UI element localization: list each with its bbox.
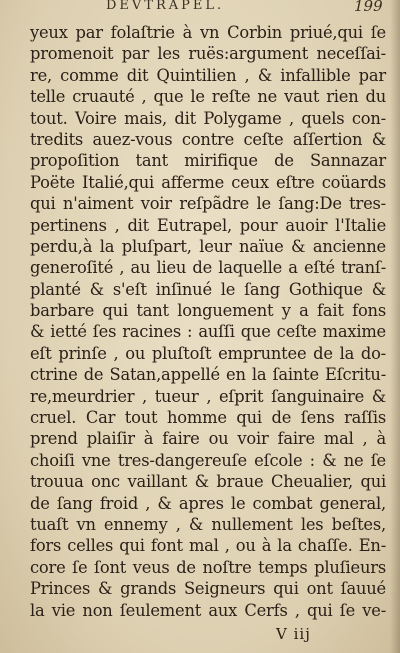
text-line: pertinens , dit Eutrapel, pour auoir l'Italie xyxy=(30,215,386,235)
text-line: & ietté ſes racines : auſſi que ceſte maxime xyxy=(30,322,386,342)
text-line: ctrine de Satan,appellé en la ſainte Eſcritu- xyxy=(30,365,386,385)
text-line: la vie non ſeulement aux Cerfs , qui ſe ve- xyxy=(30,600,386,620)
text-line: promenoit par les ruës:argument neceſſai- xyxy=(30,44,386,64)
text-line: re,meurdrier , tueur , eſprit ſanguinaire & xyxy=(30,386,386,406)
text-line: planté & s'eſt inſinué le ſang Gothique & xyxy=(30,279,386,299)
text-line: Poëte Italié,qui afferme ceux eſtre coüards xyxy=(30,172,386,192)
text-line: Princes & grands Seigneurs qui ont ſauué xyxy=(30,579,386,599)
text-line: yeux par folaſtrie à vn Corbin priué,qui ſe xyxy=(30,23,386,42)
text-line: tout. Voire mais, dit Polygame , quels con- xyxy=(30,108,386,128)
text-line: fors celles qui font mal , ou à la chaſſe. En- xyxy=(30,536,386,556)
signature-mark: V iij xyxy=(276,625,311,643)
body-text xyxy=(30,22,386,621)
page-number: 199 xyxy=(354,0,383,15)
text-line: eſt prinſe , ou pluſtoſt empruntee de la do- xyxy=(30,343,386,363)
running-title: DEVTRAPEL. xyxy=(106,0,225,13)
text-line: cruel. Car tout homme qui de ſens raſſis xyxy=(30,408,386,428)
text-line: telle cruauté , que le reſte ne vaut rien du xyxy=(30,87,386,107)
text-line: tredits auez-vous contre ceſte aſſertion & xyxy=(30,129,386,149)
page-edge-shadow xyxy=(390,0,400,653)
text-line: trouua onc vaillant & braue Cheualier, qui xyxy=(30,472,386,492)
page-header xyxy=(0,0,400,14)
text-line: re, comme dit Quintilien , & infallible par xyxy=(30,65,386,85)
text-line: de ſang froid , & apres le combat general, xyxy=(30,493,386,513)
text-line: tuaſt vn ennemy , & nullement les beſtes, xyxy=(30,514,386,534)
text-line: barbare qui tant longuement y a fait fons xyxy=(30,301,386,321)
text-line: core ſe ſont veus de noſtre temps pluſieurs xyxy=(30,557,386,577)
text-line: qui n'aiment voir reſpãdre le ſang:De tres- xyxy=(30,194,386,214)
text-line: choiſi vne tres-dangereuſe eſcole : & ne ſe xyxy=(30,450,386,470)
text-line: perdu,à la pluſpart, leur naïue & ancienne xyxy=(30,236,386,256)
text-line: generoſité , au lieu de laquelle a eſté tranſ- xyxy=(30,258,386,278)
text-line: prend plaiſir à faire ou voir faire mal , à xyxy=(30,429,386,449)
text-line: propoſition tant mirifique de Sannazar xyxy=(30,151,386,171)
